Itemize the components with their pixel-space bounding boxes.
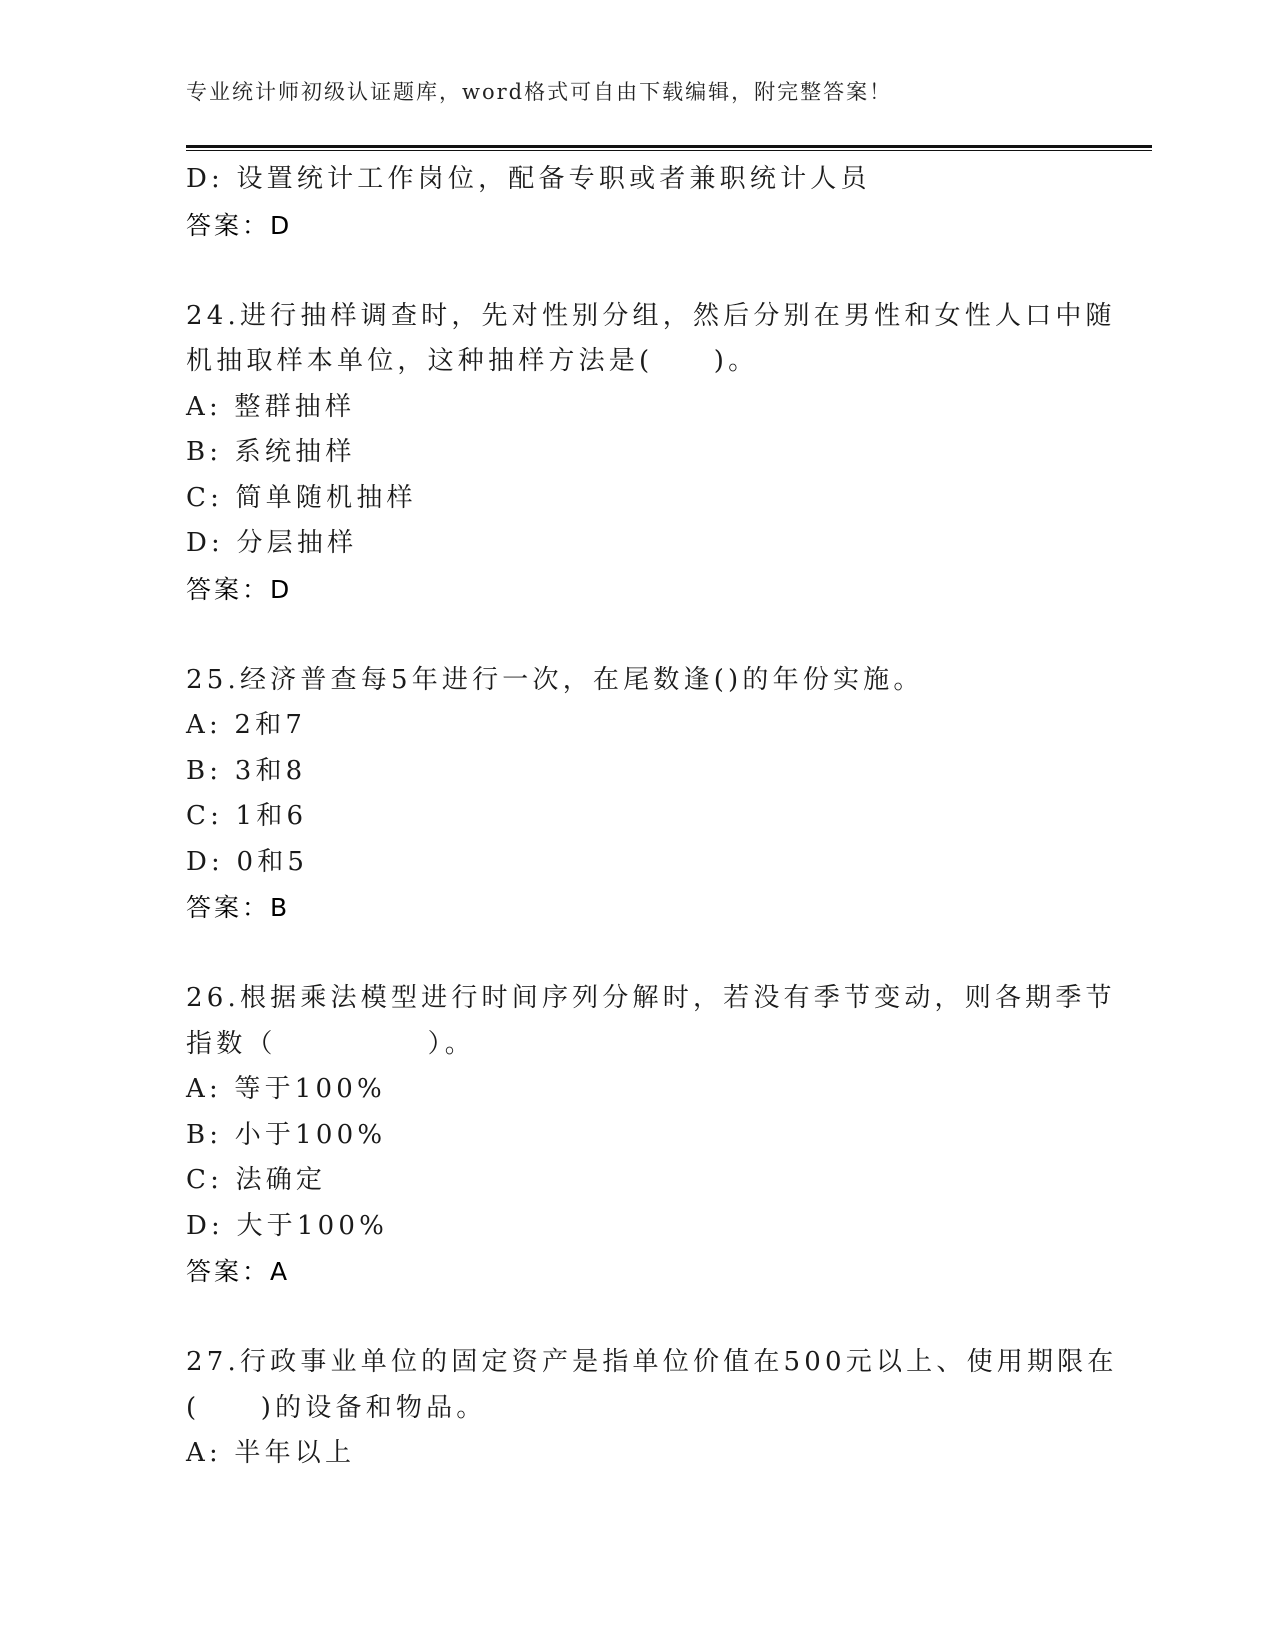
q24-option-d: D: 分层抽样 (186, 528, 358, 558)
q24-option-a: A: 整群抽样 (186, 391, 356, 422)
q24-answer: 答案：D (186, 574, 293, 604)
q25-option-c: C: 1和6 (186, 801, 308, 831)
header-rule-thin (186, 150, 1152, 151)
q26-answer: 答案：A (186, 1257, 291, 1286)
q26-stem-line1: 26.根据乘法模型进行时间序列分解时，若没有季节变动，则各期季节 (186, 983, 1116, 1013)
q24-stem-line1: 24.进行抽样调查时，先对性别分组，然后分别在男性和女性人口中随 (186, 300, 1116, 331)
q25-answer: 答案：B (186, 893, 291, 922)
q27-stem-line1: 27.行政事业单位的固定资产是指单位价值在500元以上、使用期限在 (186, 1347, 1118, 1377)
q23-answer: 答案：D (186, 210, 293, 240)
q23-option-d: D: 设置统计工作岗位，配备专职或者兼职统计人员 (186, 164, 871, 194)
question-content (186, 157, 1118, 1477)
q25-stem-line1: 25.经济普查每5年进行一次，在尾数逢()的年份实施。 (186, 664, 924, 695)
page-header: 专业统计师初级认证题库，word格式可自由下载编辑，附完整答案！ (186, 80, 893, 104)
spacer (186, 1295, 1086, 1341)
spacer (186, 612, 1086, 658)
q26-option-a: A: 等于100% (186, 1074, 386, 1104)
header-rule-thick (186, 145, 1152, 148)
q25-option-b: B: 3和8 (186, 755, 307, 786)
q25-option-d: D: 0和5 (186, 846, 309, 877)
q26-option-c: C: 法确定 (186, 1165, 327, 1195)
q27-option-a: A: 半年以上 (186, 1438, 356, 1468)
q24-stem-line2: 机抽取样本单位，这种抽样方法是( )。 (186, 346, 759, 376)
q24-option-c: C: 简单随机抽样 (186, 482, 417, 513)
q27-stem-line2: ( )的设备和物品。 (186, 1392, 487, 1423)
q26-option-d: D: 大于100% (186, 1210, 389, 1241)
q26-option-b: B: 小于100% (186, 1119, 387, 1150)
q25-option-a: A: 2和7 (186, 710, 307, 740)
q26-stem-line2: 指数（ ）。 (186, 1028, 476, 1059)
q24-option-b: B: 系统抽样 (186, 437, 356, 467)
spacer (186, 931, 1086, 977)
spacer (186, 248, 1086, 294)
